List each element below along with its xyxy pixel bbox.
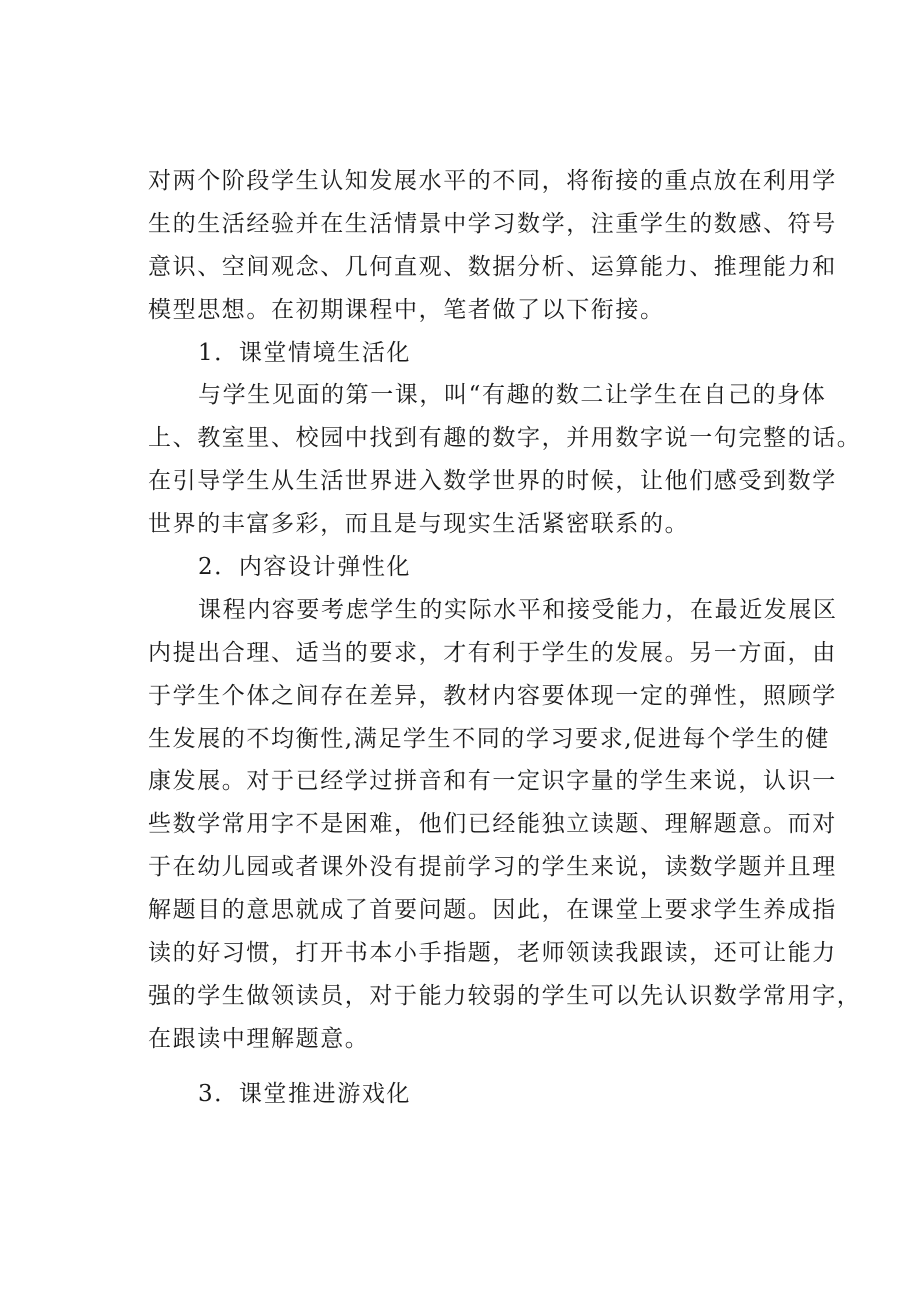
section-heading-3: 3．课堂推进游戏化 (198, 1080, 412, 1107)
paragraph-line: 康发展。对于已经学过拼音和有一定识字量的学生来说，认识一 (148, 768, 837, 795)
body-text (148, 160, 862, 1116)
paragraph-line: 些数学常用字不是困难，他们已经能独立读题、理解题意。而对 (148, 811, 837, 838)
paragraph-line: 在跟读中理解题意。 (148, 1025, 370, 1052)
paragraph-line: 强的学生做领读员，对于能力较弱的学生可以先认识数学常用字， (148, 982, 862, 1009)
paragraph-line: 在引导学生从生活世界进入数学世界的时候，让他们感受到数学 (148, 468, 837, 495)
section-heading-2: 2．内容设计弹性化 (198, 554, 412, 581)
paragraph-line: 意识、空间观念、几何直观、数据分析、运算能力、推理能力和 (148, 253, 837, 280)
paragraph-line: 与学生见面的第一课，叫“有趣的数二让学生在自己的身体 (198, 382, 827, 409)
paragraph-line: 生的生活经验并在生活情景中学习数学，注重学生的数感、符号 (148, 210, 837, 237)
paragraph-line: 读的好习惯，打开书本小手指题，老师领读我跟读，还可让能力 (148, 940, 837, 967)
spacer (148, 1061, 813, 1073)
paragraph-line: 生发展的不均衡性,满足学生不同的学习要求,促进每个学生的健 (148, 725, 831, 752)
paragraph-line: 对两个阶段学生认知发展水平的不同，将衔接的重点放在利用学 (148, 168, 837, 194)
paragraph-line: 解题目的意思就成了首要问题。因此，在课堂上要求学生养成指 (148, 897, 837, 924)
paragraph-line: 于学生个体之间存在差异，教材内容要体现一定的弹性，照顾学 (148, 682, 837, 709)
paragraph-line: 模型思想。在初期课程中，笔者做了以下衔接。 (148, 296, 665, 323)
section-heading-1: 1．课堂情境生活化 (198, 339, 412, 366)
paragraph-line: 内提出合理、适当的要求，才有利于学生的发展。另一方面，由 (148, 639, 837, 666)
paragraph-line: 于在幼儿园或者课外没有提前学习的学生来说，读数学题并且理 (148, 854, 837, 881)
paragraph-line: 课程内容要考虑学生的实际水平和接受能力，在最近发展区 (198, 596, 838, 623)
paragraph-line: 世界的丰富多彩，而且是与现实生活紧密联系的。 (148, 511, 690, 538)
paragraph-line: 上、教室里、校园中找到有趣的数字，并用数字说一句完整的话。 (148, 425, 862, 452)
